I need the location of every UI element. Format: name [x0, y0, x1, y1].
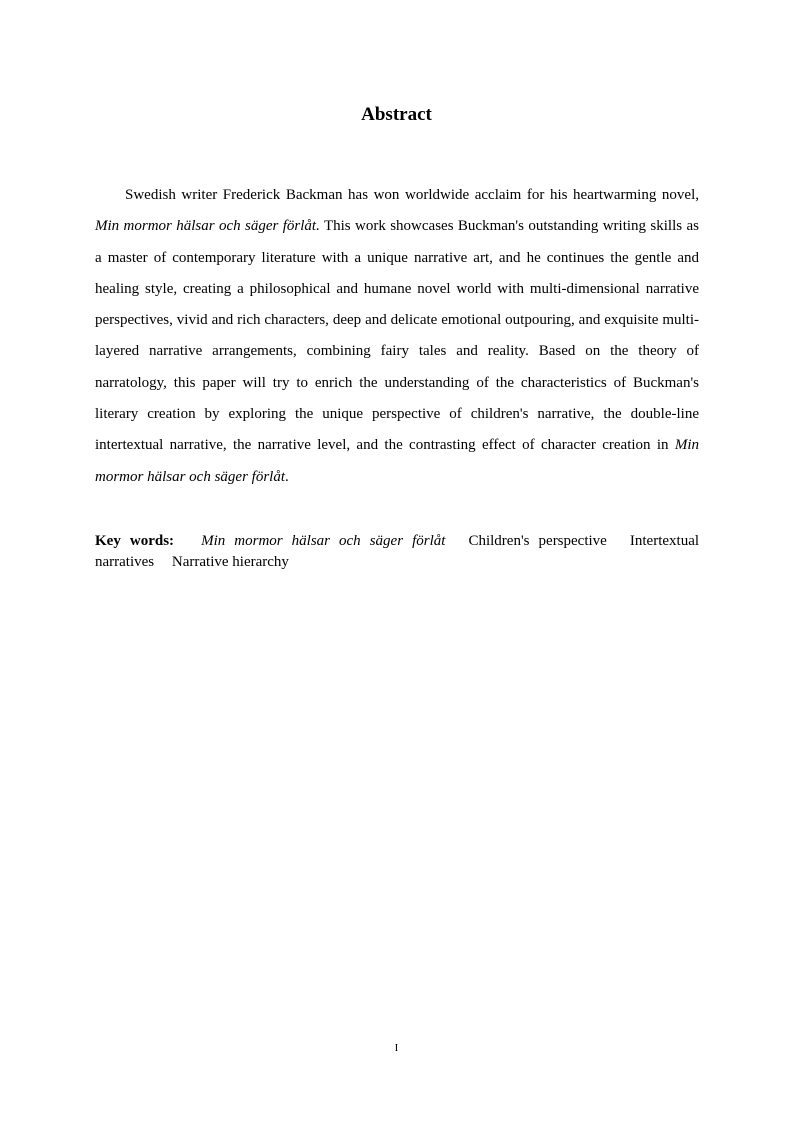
- abstract-text-segment-1: Swedish writer Frederick Backman has won worldwide acclaim for his heartwarming novel,: [125, 187, 699, 203]
- keyword-item: Intertextual narratives: [95, 533, 700, 570]
- abstract-heading: Abstract: [361, 104, 432, 125]
- abstract-paragraph: [95, 180, 699, 493]
- book-title-italic-2: Min mormor hälsar och säger förlåt: [95, 437, 699, 485]
- keywords-label: Key words:: [95, 533, 175, 549]
- keywords-section: [95, 531, 699, 573]
- keyword-item: Children's perspective: [468, 533, 607, 549]
- book-title-italic-1: Min mormor hälsar och säger förlåt.: [95, 218, 320, 235]
- keyword-item: Narrative hierarchy: [171, 554, 289, 570]
- abstract-text-segment-2: This work showcases Buckman's outstanding writing skills as a master of contemporary literature with a unique narrative art, and he continues the gentle and healing style, creating a philosophical and humane novel world with multi-dimensional narrative perspectives, vivid and rich characters, deep and delicate emotional outpouring, and exquisite multi-layered narrative arrangements, combining fairy tales and reality. Based on the theory of narratology, this paper will try to enrich the understanding of the characteristics of Buckman's literary creation by exploring the unique perspective of children's narrative, the double-line intertextual narrative, the narrative level, and the contrasting effect of character creation in: [95, 218, 699, 454]
- keyword-item: Min mormor hälsar och säger förlåt: [201, 533, 446, 549]
- abstract-text-segment-3: .: [285, 468, 289, 485]
- page-number: I: [394, 1042, 399, 1054]
